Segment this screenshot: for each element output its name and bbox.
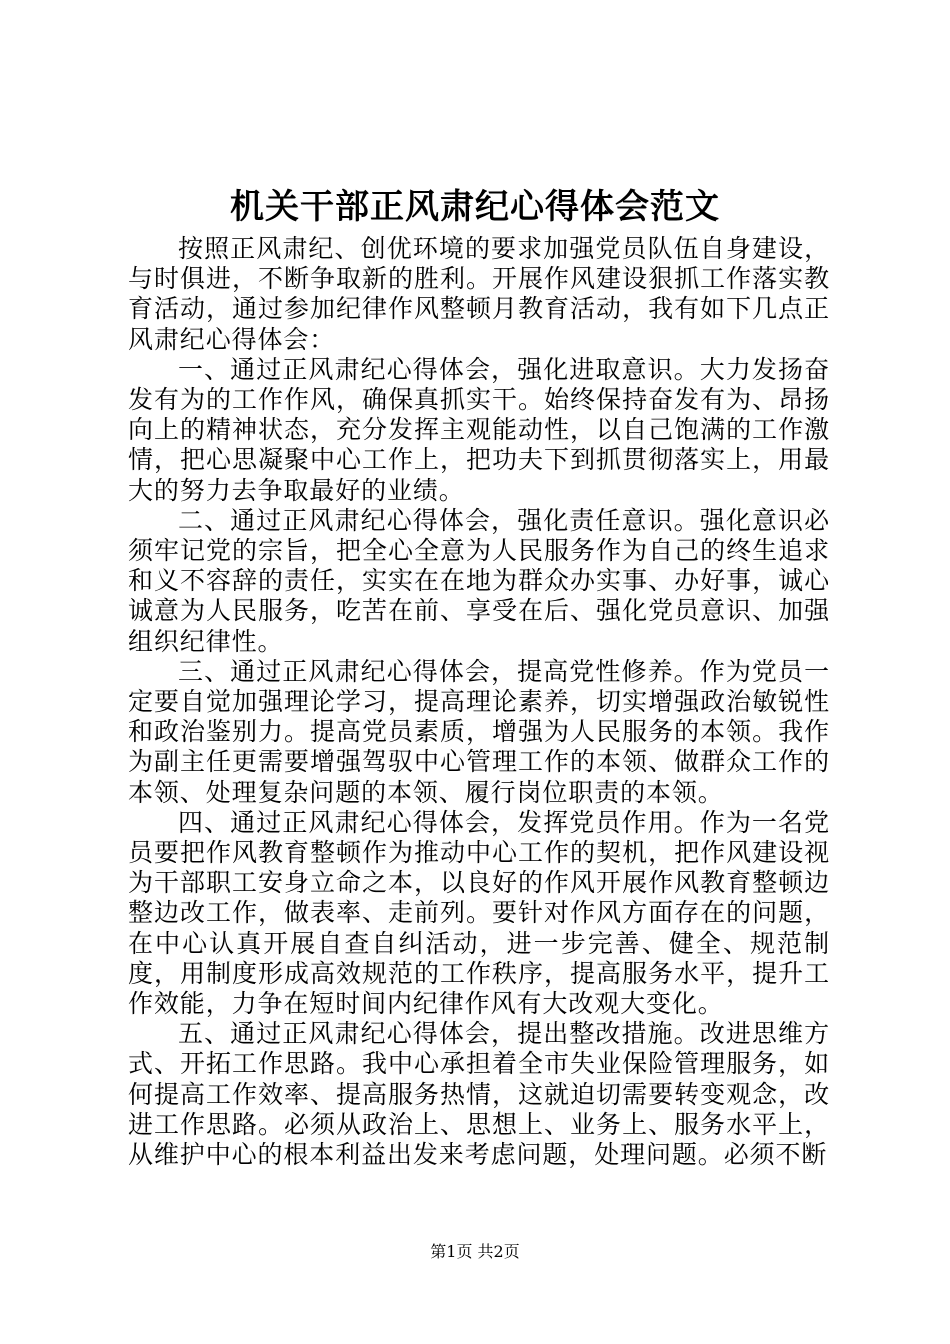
paragraph-intro: 按照正风肃纪、创优环境的要求加强党员队伍自身建设，与时俱进，不断争取新的胜利。开展作风建设狠抓工作落实教育活动，通过参加纪律作风整顿月教育活动，我有如下几点正风肃纪心得体会： bbox=[128, 234, 830, 354]
paragraph-point-1: 一、通过正风肃纪心得体会，强化进取意识。大力发扬奋发有为的工作作风，确保真抓实干。始终保持奋发有为、昂扬向上的精神状态，充分发挥主观能动性，以自己饱满的工作激情，把心思凝聚中心工作上，把功夫下到抓贯彻落实上，用最大的努力去争取最好的业绩。 bbox=[128, 354, 830, 505]
paragraph-point-3: 三、通过正风肃纪心得体会，提高党性修养。作为党员一定要自觉加强理论学习，提高理论素养，切实增强政治敏锐性和政治鉴别力。提高党员素质，增强为人民服务的本领。我作为副主任更需要增强驾驭中心管理工作的本领、做群众工作的本领、处理复杂问题的本领、履行岗位职责的本领。 bbox=[128, 656, 830, 807]
paragraph-point-4: 四、通过正风肃纪心得体会，发挥党员作用。作为一名党员要把作风教育整顿作为推动中心工作的契机，把作风建设视为干部职工安身立命之本，以良好的作风开展作风教育整顿边整边改工作，做表率、走前列。要针对作风方面存在的问题，在中心认真开展自查自纠活动，进一步完善、健全、规范制度，用制度形成高效规范的工作秩序，提高服务水平，提升工作效能，力争在短时间内纪律作风有大改观大变化。 bbox=[128, 807, 830, 1019]
document-title: 机关干部正风肃纪心得体会范文 bbox=[230, 187, 720, 227]
page-number-footer: 第1页 共2页 bbox=[430, 1242, 520, 1261]
paragraph-point-5: 五、通过正风肃纪心得体会，提出整改措施。改进思维方式、开拓工作思路。我中心承担着全市失业保险管理服务，如何提高工作效率、提高服务热情，这就迫切需要转变观念，改进工作思路。必须从政治上、思想上、业务上、服务水平上，从维护中心的根本利益出发来考虑问题，处理问题。必须不断 bbox=[128, 1019, 830, 1170]
document-body bbox=[128, 234, 830, 1170]
paragraph-point-2: 二、通过正风肃纪心得体会，强化责任意识。强化意识必须牢记党的宗旨，把全心全意为人民服务作为自己的终生追求和义不容辞的责任，实实在在地为群众办实事、办好事，诚心诚意为人民服务，吃苦在前、享受在后、强化党员意识、加强组织纪律性。 bbox=[128, 505, 830, 656]
